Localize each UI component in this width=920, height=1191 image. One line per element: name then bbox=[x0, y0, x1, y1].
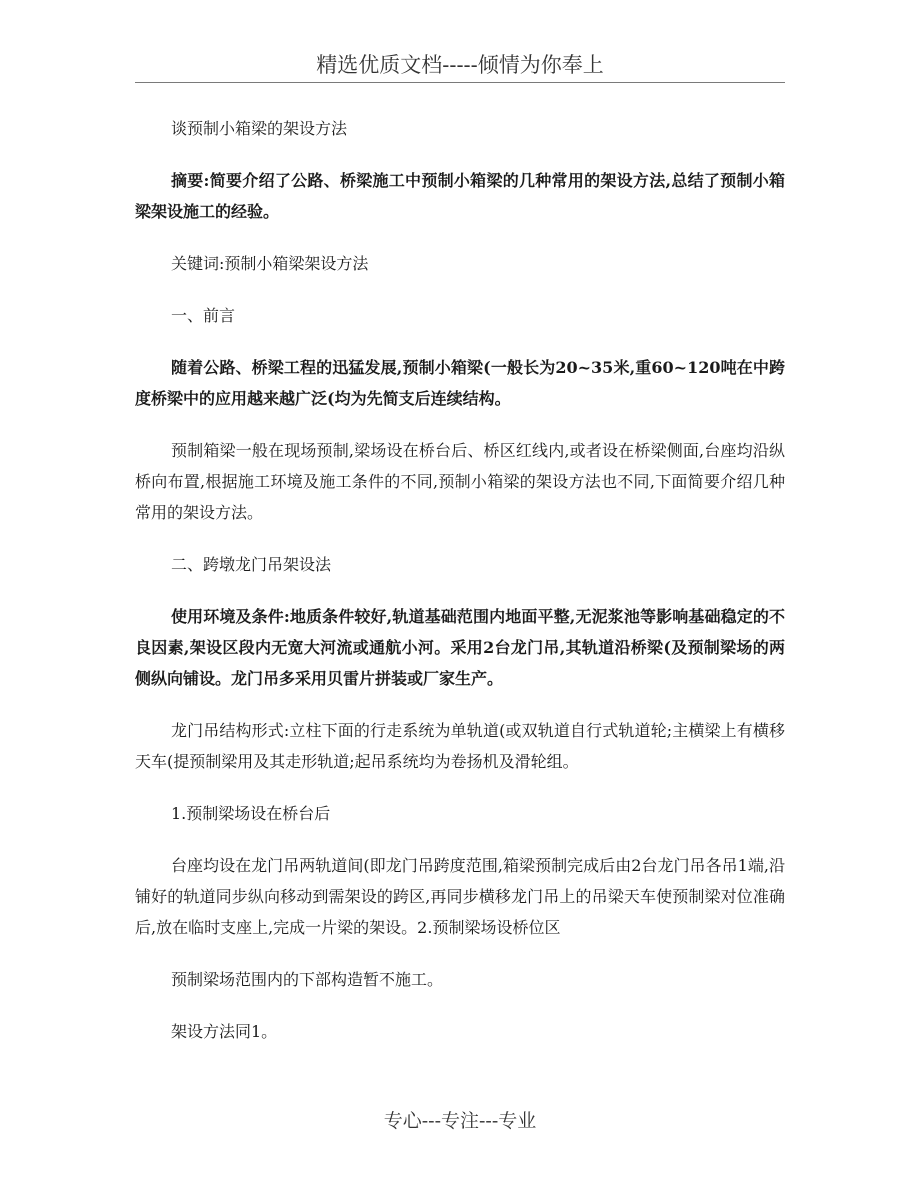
keywords-paragraph: 关键词:预制小箱梁架设方法 bbox=[171, 254, 369, 273]
article-title: 谈预制小箱梁的架设方法 bbox=[171, 119, 348, 138]
body-paragraph: 台座均设在龙门吊两轨道间(即龙门吊跨度范围,箱梁预制完成后由2台龙门吊各吊1端,沿铺好的轨道同步纵向移动到需架设的跨区,再同步横移龙门吊上的吊梁天车使预制梁对位准确后,放在临时支座上,完成一片梁的架设。2.预制梁场设桥位区 bbox=[135, 856, 785, 937]
body-paragraph: 使用环境及条件:地质条件较好,轨道基础范围内地面平整,无泥浆池等影响基础稳定的不良因素,架设区段内无宽大河流或通航小河。采用2台龙门吊,其轨道沿桥梁(及预制梁场的两侧纵向铺设。龙门吊多采用贝雷片拼装或厂家生产。 bbox=[135, 607, 785, 688]
body-paragraph: 预制梁场范围内的下部构造暂不施工。 bbox=[171, 970, 444, 989]
abstract-paragraph: 摘要:简要介绍了公路、桥梁施工中预制小箱梁的几种常用的架设方法,总结了预制小箱梁架设施工的经验。 bbox=[135, 171, 785, 221]
body-paragraph: 随着公路、桥梁工程的迅猛发展,预制小箱梁(一般长为20~35米,重60~120吨在中跨度桥梁中的应用越来越广泛(均为先简支后连续结构。 bbox=[135, 358, 785, 408]
section-heading-gantry-crane: 二、跨墩龙门吊架设法 bbox=[171, 555, 332, 574]
page-header: 精选优质文档-----倾情为你奉上 bbox=[135, 48, 785, 83]
body-paragraph: 架设方法同1。 bbox=[171, 1022, 278, 1041]
page-footer: 专心---专注---专业 bbox=[383, 1110, 537, 1132]
subsection-heading: 1.预制梁场设在桥台后 bbox=[171, 804, 331, 823]
body-paragraph: 龙门吊结构形式:立柱下面的行走系统为单轨道(或双轨道自行式轨道轮;主横梁上有横移天车(提预制梁用及其走形轨道;起吊系统均为卷扬机及滑轮组。 bbox=[135, 721, 785, 771]
section-heading-preface: 一、前言 bbox=[171, 306, 236, 325]
document-body bbox=[135, 113, 785, 1068]
body-paragraph: 预制箱梁一般在现场预制,梁场设在桥台后、桥区红线内,或者设在桥梁侧面,台座均沿纵桥向布置,根据施工环境及施工条件的不同,预制小箱梁的架设方法也不同,下面简要介绍几种常用的架设方法。 bbox=[135, 441, 785, 522]
